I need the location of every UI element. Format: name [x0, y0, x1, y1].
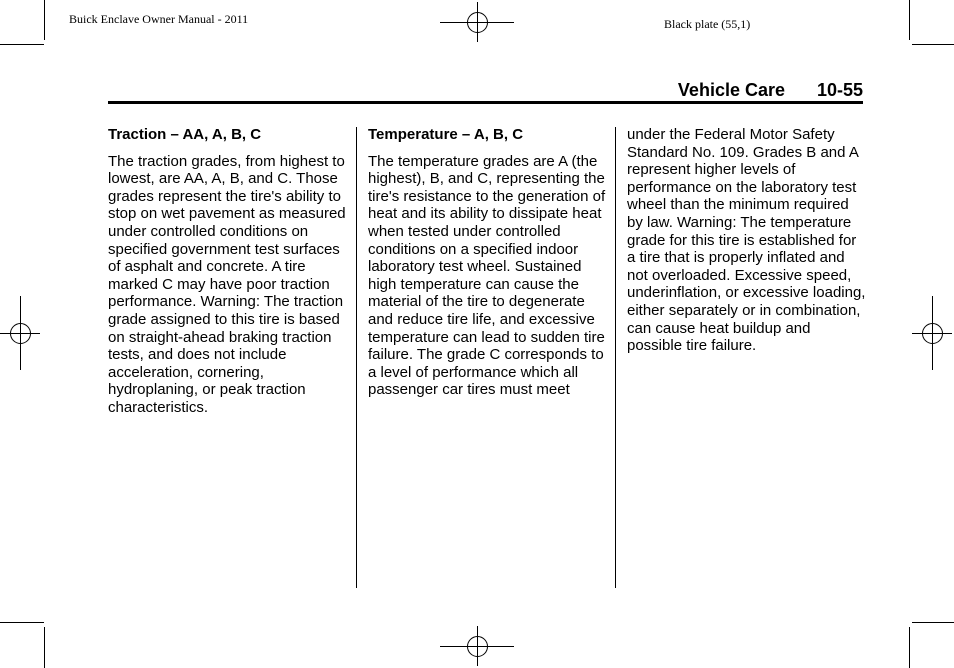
- traction-heading: Traction – AA, A, B, C: [108, 126, 262, 143]
- temperature-body: The temperature grades are A (the highest), B, and C, representing the tire's resistance to the generation of heat and its ability to dissipate heat when tested under controlled conditions on a specified indoor laboratory test wheel. Sustained high temperature can cause the material of the tire to degenerate and reduce tire life, and excessive temperature can lead to sudden tire failure. The grade C corresponds to a level of performance which all passenger car tires must meet: [368, 152, 606, 399]
- plate-info: Black plate (55,1): [664, 17, 751, 31]
- header-rule: [108, 101, 863, 104]
- crop-mark-bottom-left-v: [44, 627, 45, 668]
- crop-mark-top-right-h: [912, 44, 954, 45]
- column-divider-2: [615, 127, 616, 588]
- registration-mark-bottom: [440, 626, 514, 666]
- registration-mark-left: [0, 296, 40, 370]
- registration-mark-right: [912, 296, 952, 370]
- section-title: Vehicle Care: [677, 80, 785, 100]
- temperature-heading: Temperature – A, B, C: [368, 126, 524, 143]
- column-divider-1: [356, 127, 357, 588]
- traction-body: The traction grades, from highest to lowest, are AA, A, B, and C. Those grades represent the tire's ability to stop on wet pavement as measured under controlled conditions on specified government test surfaces of asphalt and concrete. A tire marked C may have poor traction performance. Warning: The traction grade assigned to this tire is based on straight-ahead braking traction tests, and does not include acceleration, cornering, hydroplaning, or peak traction characteristics.: [108, 152, 346, 416]
- temperature-body-continued: under the Federal Motor Safety Standard No. 109. Grades B and A represent higher levels of performance on the laboratory test wheel than the minimum required by law. Warning: The temperature grade for this tire is established for a tire that is properly inflated and not overloaded. Excessive speed, underinflation, or excessive loading, either separately or in combination, can cause heat buildup and possible tire failure.: [627, 126, 866, 355]
- registration-mark-top: [440, 2, 514, 42]
- page-number: 10-55: [816, 80, 863, 100]
- crop-mark-bottom-right-h: [912, 622, 954, 623]
- column-1: [108, 126, 346, 417]
- plate-title: Buick Enclave Owner Manual - 2011: [69, 12, 249, 26]
- crop-mark-top-right-v: [909, 0, 910, 40]
- crop-mark-top-left-h: [0, 44, 44, 45]
- crop-mark-bottom-left-h: [0, 622, 44, 623]
- column-3: [627, 126, 867, 355]
- page-header: [108, 80, 863, 102]
- crop-mark-bottom-right-v: [909, 627, 910, 668]
- crop-mark-top-left-v: [44, 0, 45, 40]
- column-2: [368, 126, 606, 399]
